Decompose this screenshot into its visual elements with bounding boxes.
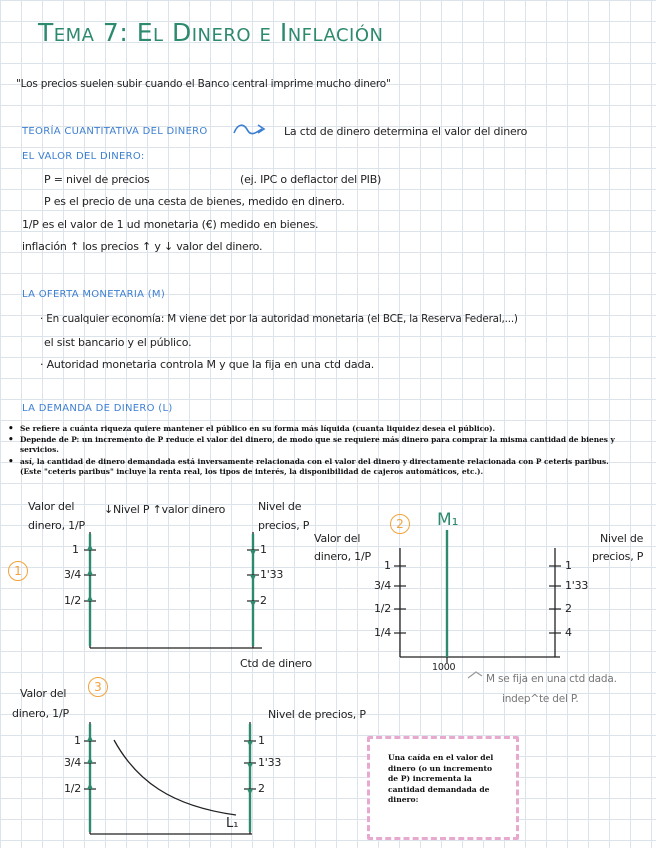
axis-label-line: dinero, 1/P — [314, 550, 371, 563]
note-text: Una caída en el valor del dinero (o un incremento de P) incrementa la cantidad demandada de dinero: — [388, 753, 494, 804]
quantity-theory-heading: TEORÍA CUANTITATIVA DEL DINERO — [22, 126, 208, 137]
graph-1-left-tick: 3/4 — [64, 568, 82, 581]
graph-1-right-tick: 1'33 — [260, 568, 284, 581]
axis-label-line: precios, P — [258, 519, 310, 532]
demand-bullet: • Depende de P: un incremento de P reduce el valor del dinero, de modo que se requiere más dinero para comprar la misma cantidad de bienes y servicios. — [6, 435, 624, 455]
graph-2-left-tick: 1/4 — [374, 626, 392, 639]
value-line-4: 1/P es el valor de 1 ud monetaria (€) medido en bienes. — [22, 218, 319, 231]
graph-2-right-tick: 2 — [565, 602, 572, 615]
graph-3-right-label: Nivel de precios, P — [268, 708, 366, 721]
graph-3-right-tick: 2 — [258, 782, 265, 795]
demand-heading: LA DEMANDA DE DINERO (L) — [22, 403, 173, 414]
axis-label-line: Valor del — [20, 687, 67, 700]
annotation-line: M se fija en una ctd dada. — [486, 673, 617, 685]
graph-3-right-tick: 1'33 — [258, 756, 282, 769]
graph-2-right-tick: 4 — [565, 626, 572, 639]
graph-1-top-note: ↓Nivel P ↑valor dinero — [104, 503, 226, 516]
graph-2-x-tick: 1000 — [432, 662, 456, 673]
axis-label-line: Nivel de — [599, 532, 644, 545]
page-title: Tema 7: El Dinero e Inflación — [38, 18, 384, 47]
graph-1-number: 1 — [8, 561, 28, 581]
graph-1-left-tick: 1 — [72, 543, 79, 556]
graph-3-right-tick: 1 — [258, 734, 265, 747]
value-line-3: P es el precio de una cesta de bienes, medido en dinero. — [44, 195, 345, 208]
axis-label-line: Valor del — [28, 500, 75, 513]
supply-line-2: el sist bancario y el público. — [44, 336, 192, 349]
demand-bullet: • así, la cantidad de dinero demandada está inversamente relacionada con el valor del dinero y directamente relacionada con P ceteris paribus. (Este "ceteris paribus" incluye la renta real, los tipos de interés, la disponibilidad de cajeros automáticos, etc.). — [6, 457, 624, 477]
note-box — [367, 736, 519, 840]
graph-2-right-tick: 1'33 — [565, 579, 589, 592]
axis-label-line: Nivel de — [258, 500, 302, 513]
graph-1-x-label: Ctd de dinero — [240, 657, 312, 670]
supply-line-1: · En cualquier economía: M viene det por la autoridad monetaria (el BCE, la Reserva Federal,...) — [40, 313, 518, 325]
demand-bullet: • Se refiere a cuánta riqueza quiere mantener el público en su forma más líquida (cuanta liquidez desea el público). — [6, 424, 624, 434]
graph-2-left-tick: 3/4 — [374, 579, 392, 592]
quantity-theory-text: La ctd de dinero determina el valor del dinero — [284, 125, 528, 138]
graph-1-left-tick: 1/2 — [64, 594, 82, 607]
graph-2-left-tick: 1 — [384, 559, 391, 572]
demand-curve — [114, 740, 236, 815]
graph-3-left-tick: 3/4 — [64, 756, 82, 769]
axis-label-line: dinero, 1/P — [28, 519, 85, 532]
axis-label-line: Valor del — [314, 532, 361, 545]
value-heading: EL VALOR DEL DINERO: — [22, 151, 145, 162]
axis-label-line: dinero, 1/P — [12, 707, 69, 720]
value-line-2: (ej. IPC o deflactor del PIB) — [240, 173, 382, 186]
graph-1-right-tick: 2 — [260, 594, 267, 607]
graph-3-left-tick: 1 — [74, 734, 81, 747]
graph-2-right-tick: 1 — [565, 559, 572, 572]
axis-label-line: precios, P — [592, 550, 644, 563]
supply-line-3: · Autoridad monetaria controla M y que la fija en una ctd dada. — [40, 358, 375, 371]
quote: "Los precios suelen subir cuando el Banco central imprime mucho dinero" — [16, 78, 391, 90]
graph-3-number: 3 — [88, 677, 108, 697]
graph-3-curve-label: L₁ — [226, 816, 239, 831]
supply-heading: LA OFERTA MONETARIA (M) — [22, 289, 166, 300]
value-line-5: inflación ↑ los precios ↑ y ↓ valor del dinero. — [22, 240, 263, 253]
value-line-1: P = nivel de precios — [44, 173, 150, 186]
graph-2-curve-label: M₁ — [437, 510, 459, 530]
graph-1-right-tick: 1 — [260, 543, 267, 556]
graph-2-left-tick: 1/2 — [374, 602, 392, 615]
graph-3-left-tick: 1/2 — [64, 782, 82, 795]
graph-2-number: 2 — [390, 514, 410, 534]
annotation-line: indep^te del P. — [502, 693, 579, 705]
